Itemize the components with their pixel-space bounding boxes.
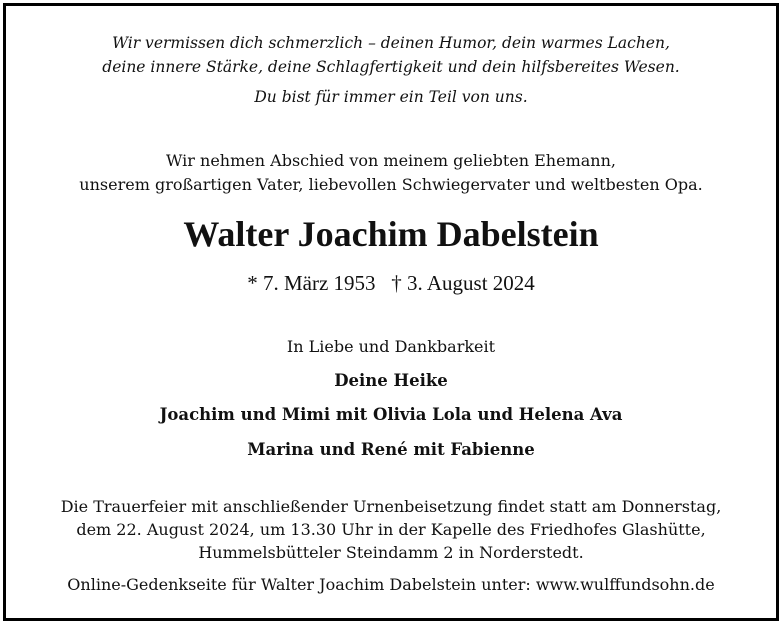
funeral-line-1: Die Trauerfeier mit anschließender Urnenbeisetzung findet statt am Donnerstag, — [60, 497, 722, 516]
poem-line-1: Wir vermissen dich schmerzlich – deinen Humor, dein warmes Lachen, — [112, 34, 670, 52]
poem-line-3: Du bist für immer ein Teil von uns. — [254, 88, 528, 106]
online-memorial-link[interactable]: Online-Gedenkseite für Walter Joachim Dabelstein unter: www.wulffundsohn.de — [67, 575, 715, 594]
intro-line-2: unserem großartigen Vater, liebevollen Schwiegervater und weltbesten Opa. — [79, 175, 703, 194]
mourner-line-2: Joachim und Mimi mit Olivia Lola und Helena Ava — [159, 405, 623, 424]
mourner-line-3: Marina und René mit Fabienne — [247, 440, 535, 459]
intro-line-1: Wir nehmen Abschied von meinem geliebten Ehemann, — [166, 151, 616, 170]
mourners-intro: In Liebe und Dankbarkeit — [286, 337, 496, 356]
poem-line-2: deine innere Stärke, deine Schlagfertigkeit und dein hilfsbereites Wesen. — [102, 58, 680, 76]
deceased-name: Walter Joachim Dabelstein — [183, 214, 599, 254]
funeral-line-2: dem 22. August 2024, um 13.30 Uhr in der Kapelle des Friedhofes Glashütte, — [76, 520, 706, 539]
life-dates: * 7. März 1953 † 3. August 2024 — [247, 271, 535, 295]
mourner-line-1: Deine Heike — [334, 371, 448, 390]
funeral-line-3: Hummelsbütteler Steindamm 2 in Norderstedt. — [198, 543, 584, 562]
